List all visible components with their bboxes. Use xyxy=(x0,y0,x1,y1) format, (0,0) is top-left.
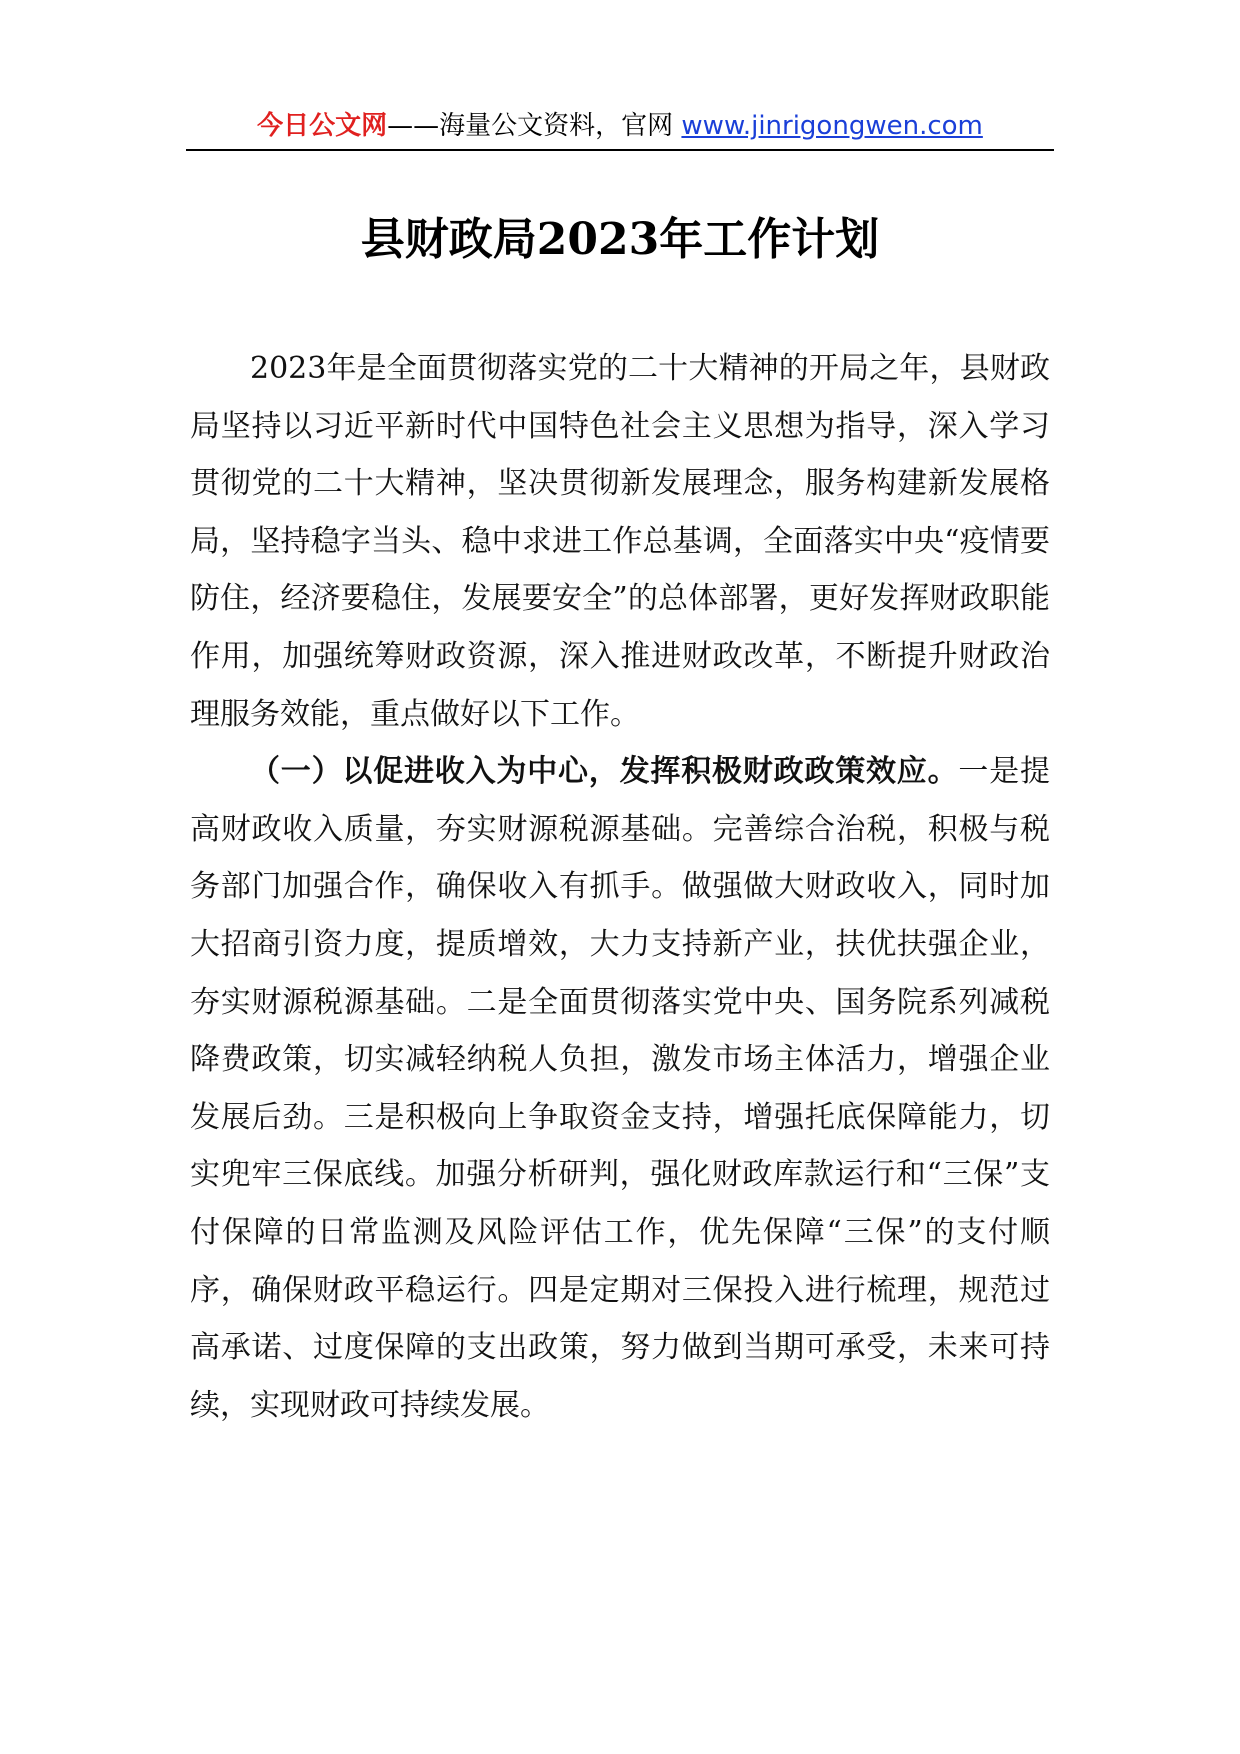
site-brand[interactable]: 今日公文网 xyxy=(257,111,388,141)
section-1-heading: （一）以促进收入为中心，发挥积极财政政策效应。 xyxy=(250,754,959,790)
intro-paragraph xyxy=(190,340,1050,743)
site-tagline: ——海量公文资料，官网 xyxy=(387,111,682,141)
document-title: 县财政局2023年工作计划 xyxy=(360,214,880,265)
document-body xyxy=(190,340,1050,1434)
site-header xyxy=(186,106,1054,148)
header-divider xyxy=(186,149,1054,151)
intro-paragraph-text: 2023年是全面贯彻落实党的二十大精神的开局之年，县财政局坚持以习近平新时代中国特色社会主义思想为指导，深入学习贯彻党的二十大精神，坚决贯彻新发展理念，服务构建新发展格局，坚持稳字当头、稳中求进工作总基调，全面落实中央“疫情要防住，经济要稳住，发展要安全”的总体部署，更好发挥财政职能作用，加强统筹财政资源，深入推进财政改革，不断提升财政治理服务效能，重点做好以下工作。 xyxy=(190,351,1050,732)
section-1-text: 一是提高财政收入质量，夯实财源税源基础。完善综合治税，积极与税务部门加强合作，确保收入有抓手。做强做大财政收入，同时加大招商引资力度，提质增效，大力支持新产业，扶优扶强企业，夯实财源税源基础。二是全面贯彻落实党中央、国务院系列减税降费政策，切实减轻纳税人负担，激发市场主体活力，增强企业发展后劲。三是积极向上争取资金支持，增强托底保障能力，切实兜牢三保底线。加强分析研判，强化财政库款运行和“三保”支付保障的日常监测及风险评估工作，优先保障“三保”的支付顺序，确保财政平稳运行。四是定期对三保投入进行梳理，规范过高承诺、过度保障的支出政策，努力做到当期可承受，未来可持续，实现财政可持续发展。 xyxy=(190,754,1051,1423)
site-url-link[interactable]: www.jinrigongwen.com xyxy=(681,111,983,141)
section-1-paragraph xyxy=(190,743,1050,1434)
